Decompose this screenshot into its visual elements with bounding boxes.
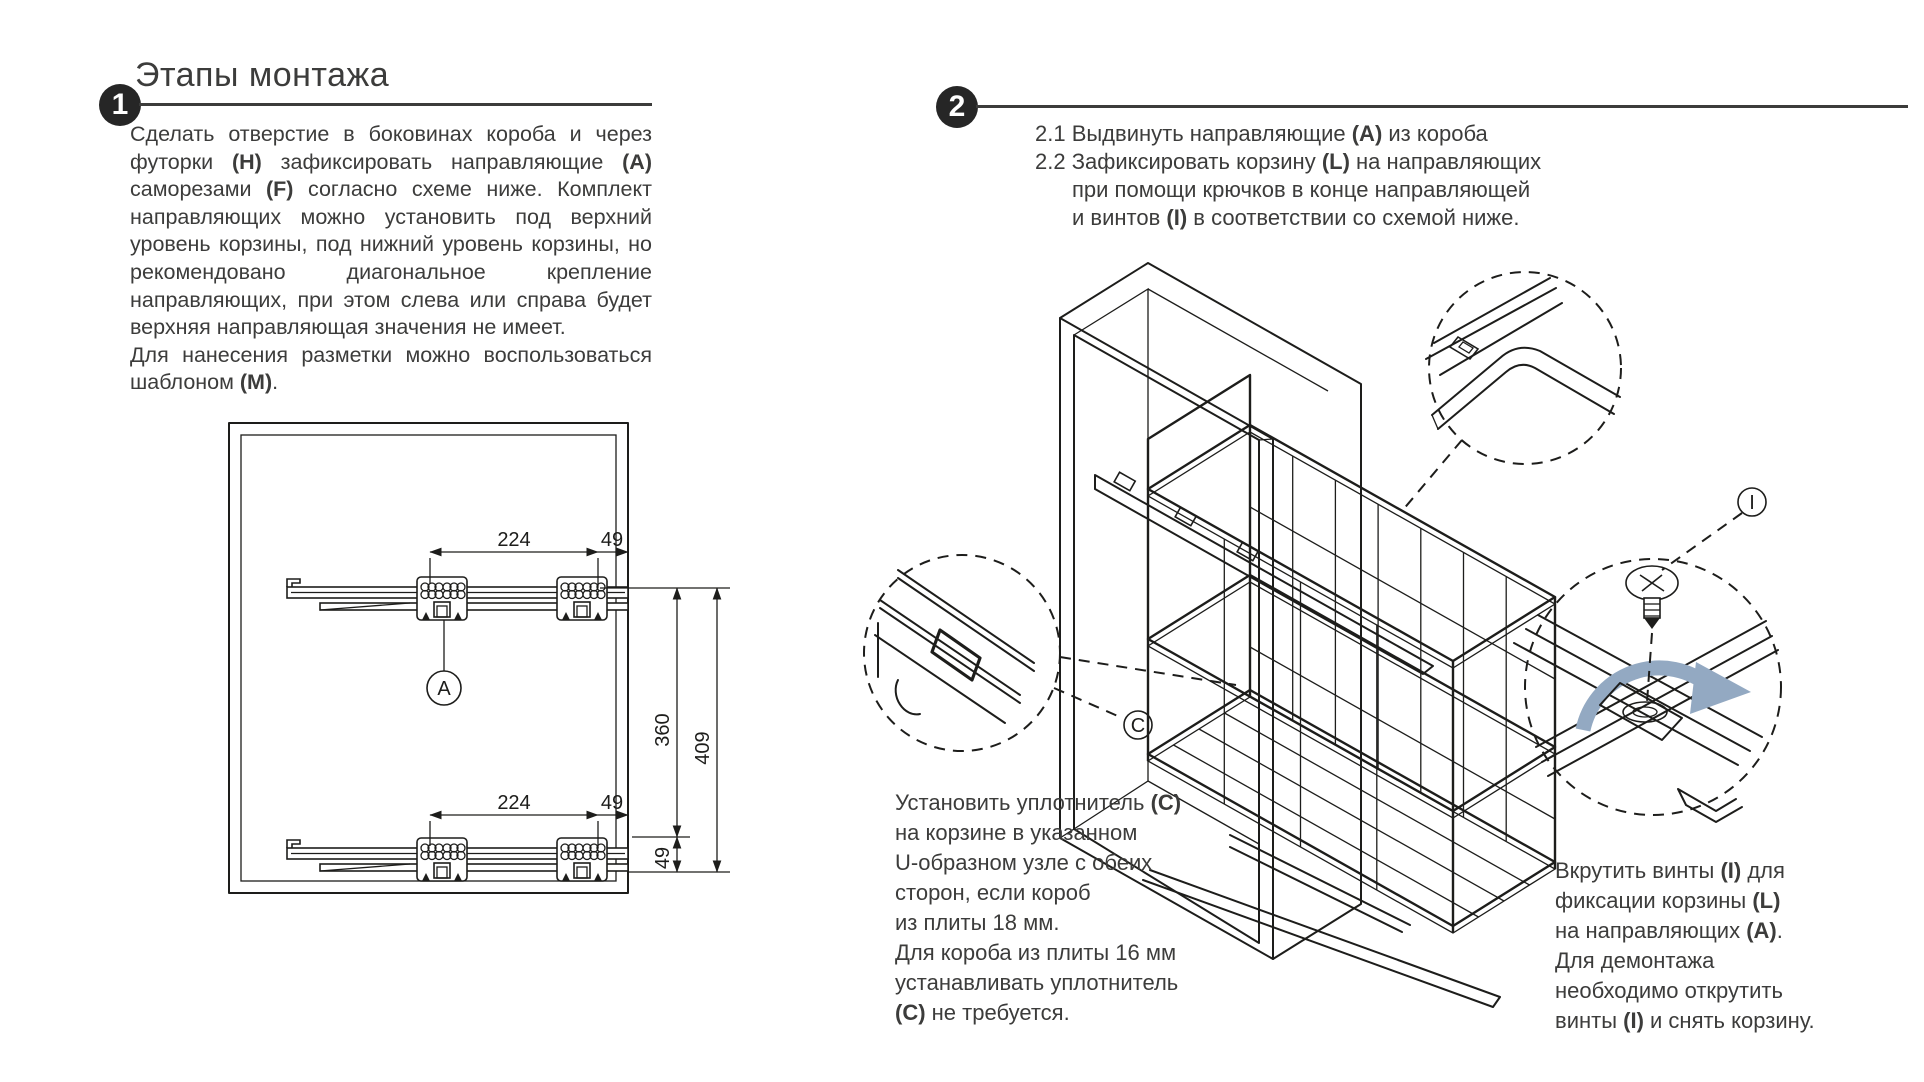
basket-drawing: [1148, 375, 1555, 933]
note-screws-i: [1555, 856, 1815, 1036]
text-line: Установить уплотнитель (C): [895, 790, 1182, 815]
svg-text:360: 360: [652, 713, 674, 747]
step-1-number: 1: [111, 88, 129, 121]
svg-text:224: 224: [497, 792, 531, 814]
text-line: на корзине в указанном: [895, 820, 1138, 845]
text-line: Для демонтажа: [1555, 948, 1715, 973]
step-1-template-note: Для нанесения разметки можно воспользоваться шаблоном (M).: [130, 342, 652, 395]
svg-text:49: 49: [652, 846, 674, 870]
step-2-text: [1035, 120, 1541, 232]
text-line: (C) не требуется.: [895, 1000, 1070, 1025]
step-2-1-line: 2.1 Выдвинуть направляющие (A) из короба: [1035, 121, 1488, 146]
text-line: фиксации корзины (L): [1555, 888, 1781, 913]
text-line: Вкрутить винты (I) для: [1555, 858, 1785, 883]
svg-text:409: 409: [692, 731, 714, 765]
text-line: сторон, если короб: [895, 880, 1091, 905]
note-seal-c: [895, 788, 1181, 1028]
step-1-text: [130, 121, 652, 397]
text-line: устанавливать уплотнитель: [895, 970, 1179, 995]
section-2-rule: [976, 105, 1908, 108]
vertical-dimensions: [600, 588, 730, 872]
text-line: винты (I) и снять корзину.: [1555, 1008, 1815, 1033]
step-2-badge: [936, 86, 978, 128]
rail-mounting-diagram: [183, 400, 743, 900]
panel-outline: [229, 423, 628, 893]
section-1-rule: [139, 103, 652, 106]
svg-text:49: 49: [600, 792, 624, 814]
step-1-paragraph: Сделать отверстие в боковинах короба и через футорки (H) зафиксировать направляющие (A) саморезами (F) согласно схеме ниже. Комплект направляющих можно установить под верхний уровень корзины, под нижний уровень корзины, но рекомендовано диагональное крепление направляющих, при этом слева или справа будет верхняя направляющая значения не имеет.: [130, 122, 652, 340]
svg-text:224: 224: [497, 529, 531, 551]
text-line: U-образном узле с обеих: [895, 850, 1153, 875]
text-line: необходимо открутить: [1555, 978, 1783, 1003]
callout-a-label: A: [437, 678, 451, 700]
svg-text:49: 49: [600, 529, 624, 551]
step-2-2-line: 2.2 Зафиксировать корзину (L) на направляющих: [1035, 149, 1542, 174]
top-rail: [287, 577, 628, 620]
text-line: Для короба из плиты 16 мм: [895, 940, 1177, 965]
seal-detail-circle: [864, 555, 1236, 751]
text-line: из плиты 18 мм.: [895, 910, 1060, 935]
callout-a: [427, 620, 461, 705]
callout-c-label: C: [1130, 715, 1146, 737]
step-2-number: 2: [948, 90, 966, 123]
screw-icon: [1626, 566, 1678, 629]
text-line: на направляющих (A).: [1555, 918, 1783, 943]
step-2-2-line: и винтов (I) в соответствии со схемой ниже.: [1072, 205, 1520, 230]
bottom-rail: [287, 838, 628, 881]
hook-detail-circle: [1402, 272, 1621, 511]
floor-rail-drawing: [1143, 870, 1500, 1007]
page-title: Этапы монтажа: [135, 56, 390, 94]
callout-i-label: I: [1749, 492, 1755, 514]
step-2-2-line: при помощи крючков в конце направляющей: [1072, 177, 1531, 202]
